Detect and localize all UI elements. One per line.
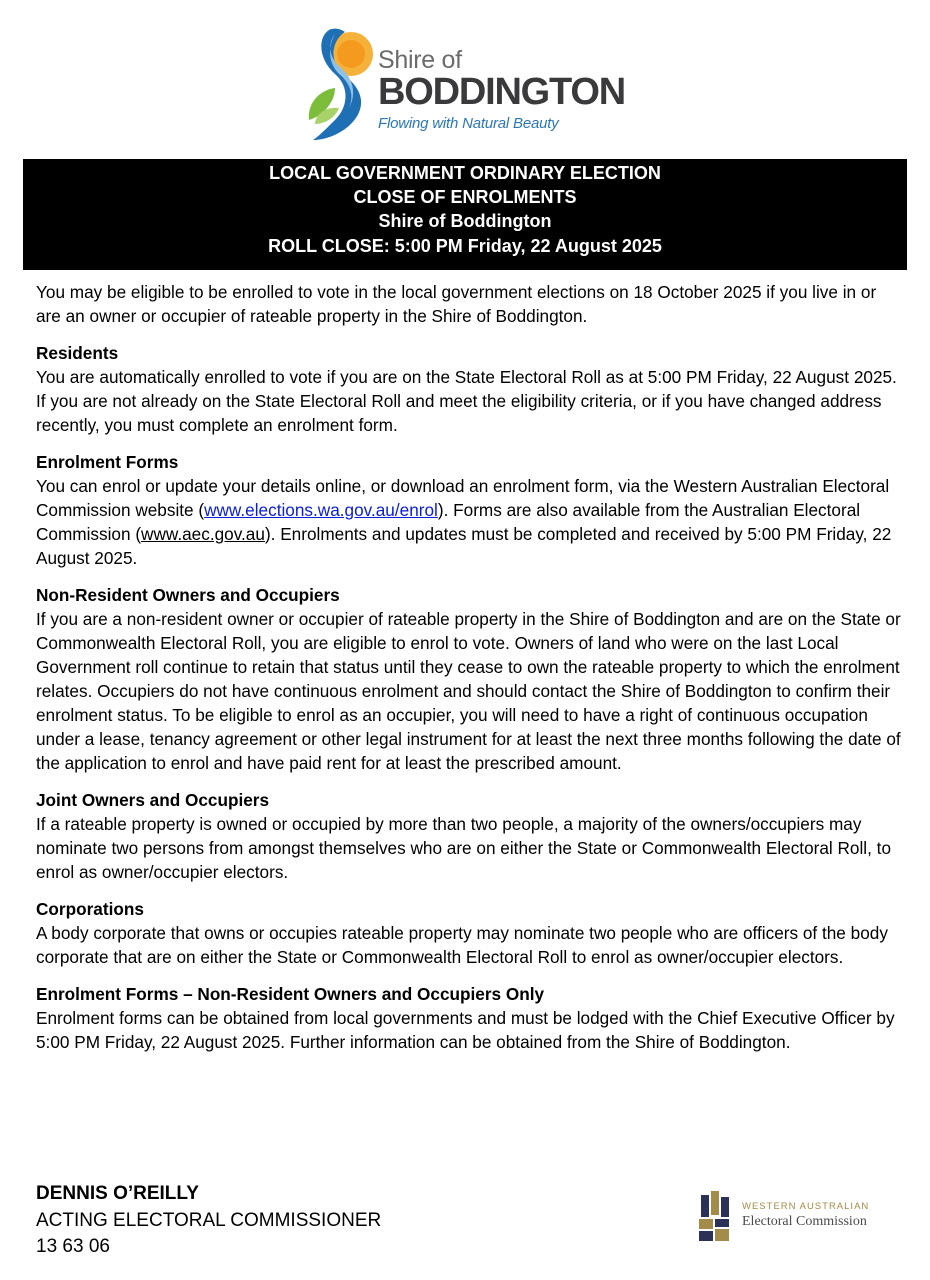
- shire-emblem-icon: [305, 24, 377, 144]
- enrolment-forms-text-3: ). Enrolments and updates must be completed and received by 5:00 PM Friday, 22 August 2025.: [36, 524, 892, 568]
- waec-logo: [697, 1189, 897, 1243]
- banner-roll-close: ROLL CLOSE: 5:00 PM Friday, 22 August 2025: [268, 235, 662, 256]
- logo-shire-of: Shire of: [378, 46, 462, 74]
- election-banner: [23, 159, 907, 270]
- banner-title: LOCAL GOVERNMENT ORDINARY ELECTION: [269, 163, 661, 183]
- corporations-section: [36, 897, 904, 969]
- shire-logo: [305, 24, 635, 144]
- residents-section: [36, 341, 904, 437]
- waec-line1: WESTERN AUSTRALIAN: [742, 1201, 870, 1212]
- waec-emblem-icon: [697, 1189, 737, 1243]
- residents-body: You are automatically enrolled to vote if you are on the State Electoral Roll as at 5:00 PM Friday, 22 August 2025. If you are not already on the State Electoral Roll and meet the eligibility criteria, or if you have changed address recently, you must complete an enrolment form.: [36, 367, 897, 435]
- residents-heading: Residents: [36, 343, 119, 363]
- joint-owners-section: [36, 788, 904, 884]
- banner-shire: Shire of Boddington: [378, 211, 552, 232]
- intro-paragraph: You may be eligible to be enrolled to vote in the local government elections on 18 October 2025 if you live in or are an owner or occupier of rateable property in the Shire of Boddington.: [36, 282, 877, 326]
- non-resident-heading: Non-Resident Owners and Occupiers: [36, 585, 340, 605]
- enrolment-forms-heading: Enrolment Forms: [36, 452, 179, 472]
- signature-block: [36, 1181, 381, 1261]
- corporations-body: A body corporate that owns or occupies rateable property may nominate two people who are officers of the body corporate that are on either the State or Commonwealth Electoral Roll to enrol as owner/occupier electors.: [36, 923, 888, 967]
- forms-only-heading: Enrolment Forms – Non-Resident Owners and Occupiers Only: [36, 984, 545, 1004]
- waec-enrol-link[interactable]: www.elections.wa.gov.au/enrol: [204, 500, 438, 520]
- joint-owners-body: If a rateable property is owned or occupied by more than two people, a majority of the owners/occupiers may nominate two persons from amongst themselves who are on either the State or Commonwealth Electoral Roll, to enrol as owner/occupier electors.: [36, 814, 892, 882]
- waec-line2: Electoral Commission: [742, 1214, 867, 1229]
- commissioner-title: ACTING ELECTORAL COMMISSIONER: [36, 1209, 382, 1231]
- non-resident-section: [36, 583, 904, 775]
- enrolment-forms-body: [36, 474, 904, 570]
- logo-tagline: Flowing with Natural Beauty: [378, 115, 559, 132]
- contact-phone: 13 63 06: [36, 1236, 110, 1257]
- non-resident-body: If you are a non-resident owner or occupier of rateable property in the Shire of Boddington and are on the State or Commonwealth Electoral Roll, you are eligible to enrol to vote. Owners of land who were on the last Local Government roll continue to retain that status until they cease to own the rateable property to which the enrolment relates. Occupiers do not have continuous enrolment and should contact the Shire of Boddington to confirm their enrolment status. To be eligible to enrol as an occupier, you will need to have a right of continuous occupation under a lease, tenancy agreement or other legal instrument for at least the next three months following the date of the application to enrol and have paid rent for at least the prescribed amount.: [36, 609, 901, 773]
- joint-owners-heading: Joint Owners and Occupiers: [36, 790, 270, 810]
- banner-subtitle: CLOSE OF ENROLMENTS: [353, 187, 577, 208]
- enrolment-forms-text-1: You can enrol or update your details online, or download an enrolment form, via the Western Australian Electoral Commission website (: [36, 476, 890, 520]
- corporations-heading: Corporations: [36, 899, 144, 919]
- logo-boddington: BODDINGTON: [378, 71, 625, 113]
- forms-only-section: [36, 982, 904, 1054]
- notice-body: [36, 280, 904, 1054]
- enrolment-forms-section: [36, 450, 904, 570]
- forms-only-body: Enrolment forms can be obtained from local governments and must be lodged with the Chief Executive Officer by 5:00 PM Friday, 22 August 2025. Further information can be obtained from the Shire of Boddington.: [36, 1008, 895, 1052]
- aec-link[interactable]: www.aec.gov.au: [141, 524, 265, 544]
- enrolment-forms-text-2: ). Forms are also available from the Australian Electoral Commission (: [36, 500, 861, 544]
- commissioner-name: DENNIS O’REILLY: [36, 1183, 199, 1204]
